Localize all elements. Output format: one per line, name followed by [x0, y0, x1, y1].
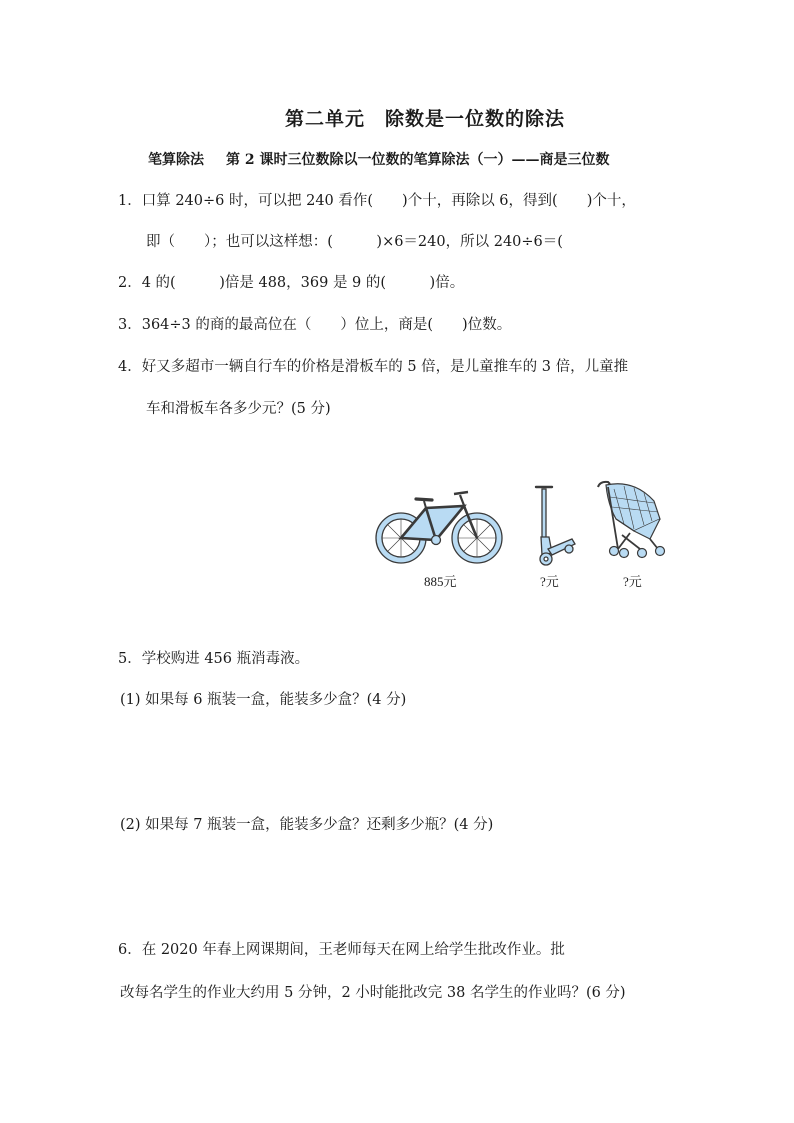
- bicycle-image: [374, 486, 504, 568]
- question-6-line-2: 改每名学生的作业大约用 5 分钟，2 小时能批改完 38 名学生的作业吗？(6 分): [120, 985, 626, 1001]
- scooter-price: ?元: [540, 574, 559, 589]
- lesson-label: 第 2 课时三位数除以一位数的笔算除法（一）——商是三位数: [226, 152, 610, 168]
- question-1-line-2: 即（ ）；也可以这样想：( )×6＝240，所以 240÷6＝(: [146, 234, 563, 250]
- question-1-line-1: 1．口算 240÷6 时，可以把 240 看作( )个十，再除以 6，得到( )个十，: [118, 193, 636, 209]
- lesson-subtitle: [148, 149, 610, 169]
- page-title: 第二单元 除数是一位数的除法: [284, 108, 565, 130]
- bicycle-price: 885元: [424, 574, 457, 589]
- question-5-part-2: (2) 如果每 7 瓶装一盒，能装多少盒？还剩多少瓶？(4 分): [120, 817, 494, 833]
- question-5: 5．学校购进 456 瓶消毒液。: [118, 651, 310, 667]
- section-label: 笔算除法: [148, 152, 204, 168]
- question-5-part-1: (1) 如果每 6 瓶装一盒，能装多少盒？(4 分): [120, 692, 407, 708]
- question-3: 3．364÷3 的商的最高位在（ ）位上，商是( )位数。: [118, 317, 512, 333]
- question-4-line-2: 车和滑板车各多少元？(5 分): [146, 401, 331, 417]
- question-2: 2．4 的( )倍是 488，369 是 9 的( )倍。: [118, 275, 465, 291]
- stroller-price: ?元: [623, 574, 642, 589]
- stroller-image: [594, 479, 672, 561]
- question-4-line-1: 4．好又多超市一辆自行车的价格是滑板车的 5 倍，是儿童推车的 3 倍，儿童推: [118, 359, 629, 375]
- scooter-image: [528, 483, 578, 569]
- question-6-line-1: 6．在 2020 年春上网课期间，王老师每天在网上给学生批改作业。批: [118, 942, 565, 958]
